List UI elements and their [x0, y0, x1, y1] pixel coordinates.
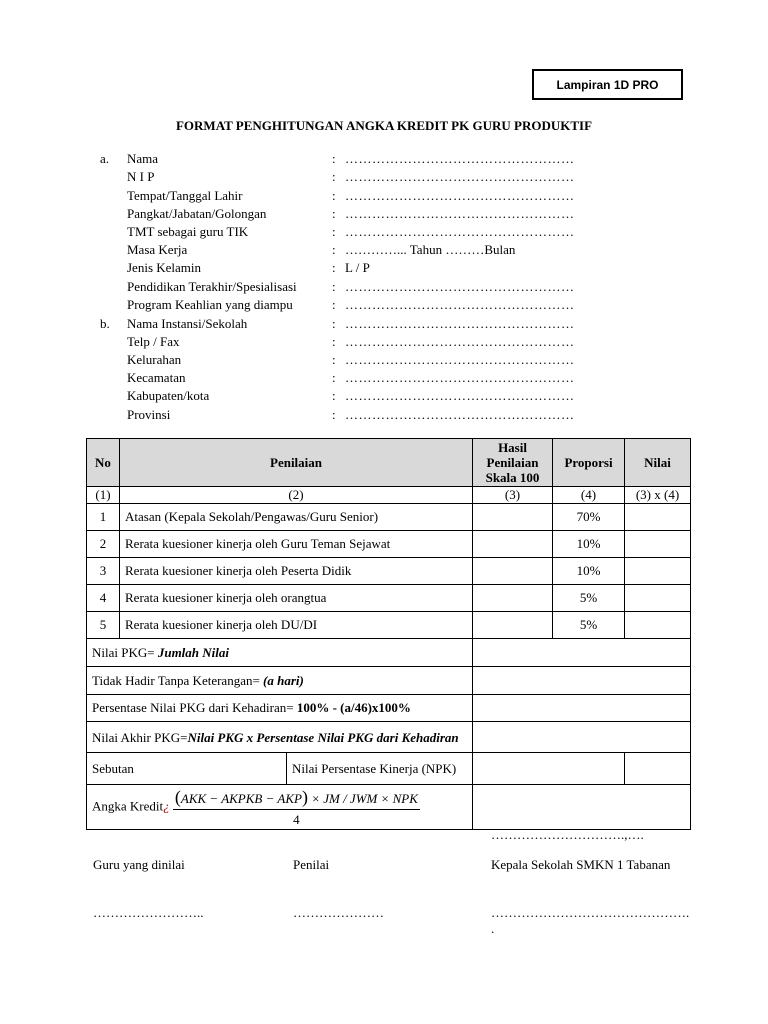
- field-label: Tempat/Tanggal Lahir: [127, 188, 243, 203]
- table-row: 1 Atasan (Kepala Sekolah/Pengawas/Guru Senior) 70%: [87, 504, 691, 531]
- field-label: Nama: [127, 151, 159, 166]
- nilai-cell[interactable]: [625, 531, 691, 558]
- field-label: Masa Kerja: [127, 242, 188, 257]
- table-row: 4 Rerata kuesioner kinerja oleh orangtua 5%: [87, 585, 691, 612]
- field-value: ……………………………………………: [345, 407, 575, 422]
- field-value: ……………………………………………: [345, 224, 575, 239]
- nilai-akhir-value-cell[interactable]: [473, 722, 691, 753]
- header-hasil: Hasil Penilaian Skala 100: [473, 439, 553, 487]
- field-value: ……………………………………………: [345, 151, 575, 166]
- date-line: ………………………….,….: [491, 827, 644, 842]
- table-header-row: [87, 439, 691, 487]
- field-value: L / P: [345, 260, 370, 275]
- penilai-signature-line: …………………: [293, 905, 384, 920]
- field-label: TMT sebagai guru TIK: [127, 224, 249, 239]
- hasil-cell[interactable]: [473, 585, 553, 612]
- penilai-label: Penilai: [293, 857, 330, 872]
- hasil-cell[interactable]: [473, 558, 553, 585]
- nilai-cell[interactable]: [625, 585, 691, 612]
- persentase-value-cell[interactable]: [473, 695, 691, 722]
- field-value: ……………………………………………: [345, 334, 575, 349]
- kepala-label: Kepala Sekolah SMKN 1 Tabanan: [491, 857, 671, 872]
- hasil-cell[interactable]: [473, 504, 553, 531]
- nilai-cell[interactable]: [625, 612, 691, 639]
- sebutan-label: Sebutan: [87, 753, 287, 785]
- angka-kredit-value-cell[interactable]: [473, 785, 691, 830]
- field-value: …………... Tahun ………Bulan: [345, 242, 516, 257]
- table-row: 2 Rerata kuesioner kinerja oleh Guru Teman Sejawat 10%: [87, 531, 691, 558]
- angka-kredit-label: Angka Kredit: [92, 797, 164, 813]
- nilai-pkg-row: Nilai PKG= Jumlah Nilai: [87, 639, 691, 667]
- sebutan-row: [87, 753, 691, 785]
- persentase-row: Persentase Nilai PKG dari Kehadiran= 100% - (a/46)x100%: [87, 695, 691, 722]
- field-value: ……………………………………………: [345, 169, 575, 184]
- header-nilai: Nilai: [625, 439, 691, 487]
- tidak-hadir-value-cell[interactable]: [473, 667, 691, 695]
- nilai-akhir-row: Nilai Akhir PKG=Nilai PKG x Persentase Nilai PKG dari Kehadiran: [87, 722, 691, 753]
- header-penilaian: Penilaian: [120, 439, 473, 487]
- field-value: ……………………………………………: [345, 206, 575, 221]
- hasil-cell[interactable]: [473, 612, 553, 639]
- field-label: Telp / Fax: [127, 334, 180, 349]
- header-no: No: [87, 439, 120, 487]
- angka-kredit-row: Angka Kredit¿ $\frac{\text{(AKK − AKPKB − AKP) × JM / JWM × NPK}}{4}$: [87, 785, 691, 830]
- angka-kredit-formula: $\frac{\text{(AKK − AKPKB − AKP) × JM / JWM × NPK}}{4}$: [174, 786, 418, 827]
- field-label: Kecamatan: [127, 370, 186, 385]
- npk-value-cell[interactable]: [473, 753, 625, 785]
- hasil-cell[interactable]: [473, 531, 553, 558]
- lampiran-box: [532, 69, 683, 100]
- field-label: Pangkat/Jabatan/Golongan: [127, 206, 267, 221]
- table-row: 3 Rerata kuesioner kinerja oleh Peserta Didik 10%: [87, 558, 691, 585]
- document-title: FORMAT PENGHITUNGAN ANGKA KREDIT PK GURU PRODUKTIF: [175, 118, 593, 133]
- nilai-cell[interactable]: [625, 504, 691, 531]
- header-proporsi: Proporsi: [553, 439, 625, 487]
- field-label: Provinsi: [127, 407, 171, 422]
- kepala-signature-dot: .: [491, 921, 495, 936]
- sebutan-value-cell[interactable]: [625, 753, 691, 785]
- field-value: ……………………………………………: [345, 188, 575, 203]
- field-label: Pendidikan Terakhir/Spesialisasi: [127, 279, 297, 294]
- field-value: ……………………………………………: [345, 279, 575, 294]
- guru-label: Guru yang dinilai: [93, 857, 185, 872]
- table-row: 5 Rerata kuesioner kinerja oleh DU/DI 5%: [87, 612, 691, 639]
- lampiran-label: Lampiran 1D PRO: [556, 77, 659, 92]
- field-value: ……………………………………………: [345, 388, 575, 403]
- field-value: ……………………………………………: [345, 370, 575, 385]
- table-index-row: (1) (2) (3) (4) (3) x (4): [87, 487, 691, 504]
- field-label: Nama Instansi/Sekolah: [127, 316, 248, 331]
- field-label: N I P: [127, 169, 155, 184]
- nilai-cell[interactable]: [625, 558, 691, 585]
- field-value: ……………………………………………: [345, 352, 575, 367]
- field-value: ……………………………………………: [345, 316, 575, 331]
- field-label: Kabupaten/kota: [127, 388, 210, 403]
- tidak-hadir-row: Tidak Hadir Tanpa Keterangan= (a hari): [87, 667, 691, 695]
- field-value: ……………………………………………: [345, 297, 575, 312]
- field-label: Kelurahan: [127, 352, 182, 367]
- kepala-signature-line: ……………………………………….: [491, 905, 690, 920]
- field-label: Jenis Kelamin: [127, 260, 202, 275]
- npk-label: Nilai Persentase Kinerja (NPK): [287, 753, 473, 785]
- nilai-pkg-value-cell[interactable]: [473, 639, 691, 667]
- guru-signature-line: ……………………..: [93, 905, 204, 920]
- assessment-table: [86, 438, 691, 830]
- field-label: Program Keahlian yang diampu: [127, 297, 293, 312]
